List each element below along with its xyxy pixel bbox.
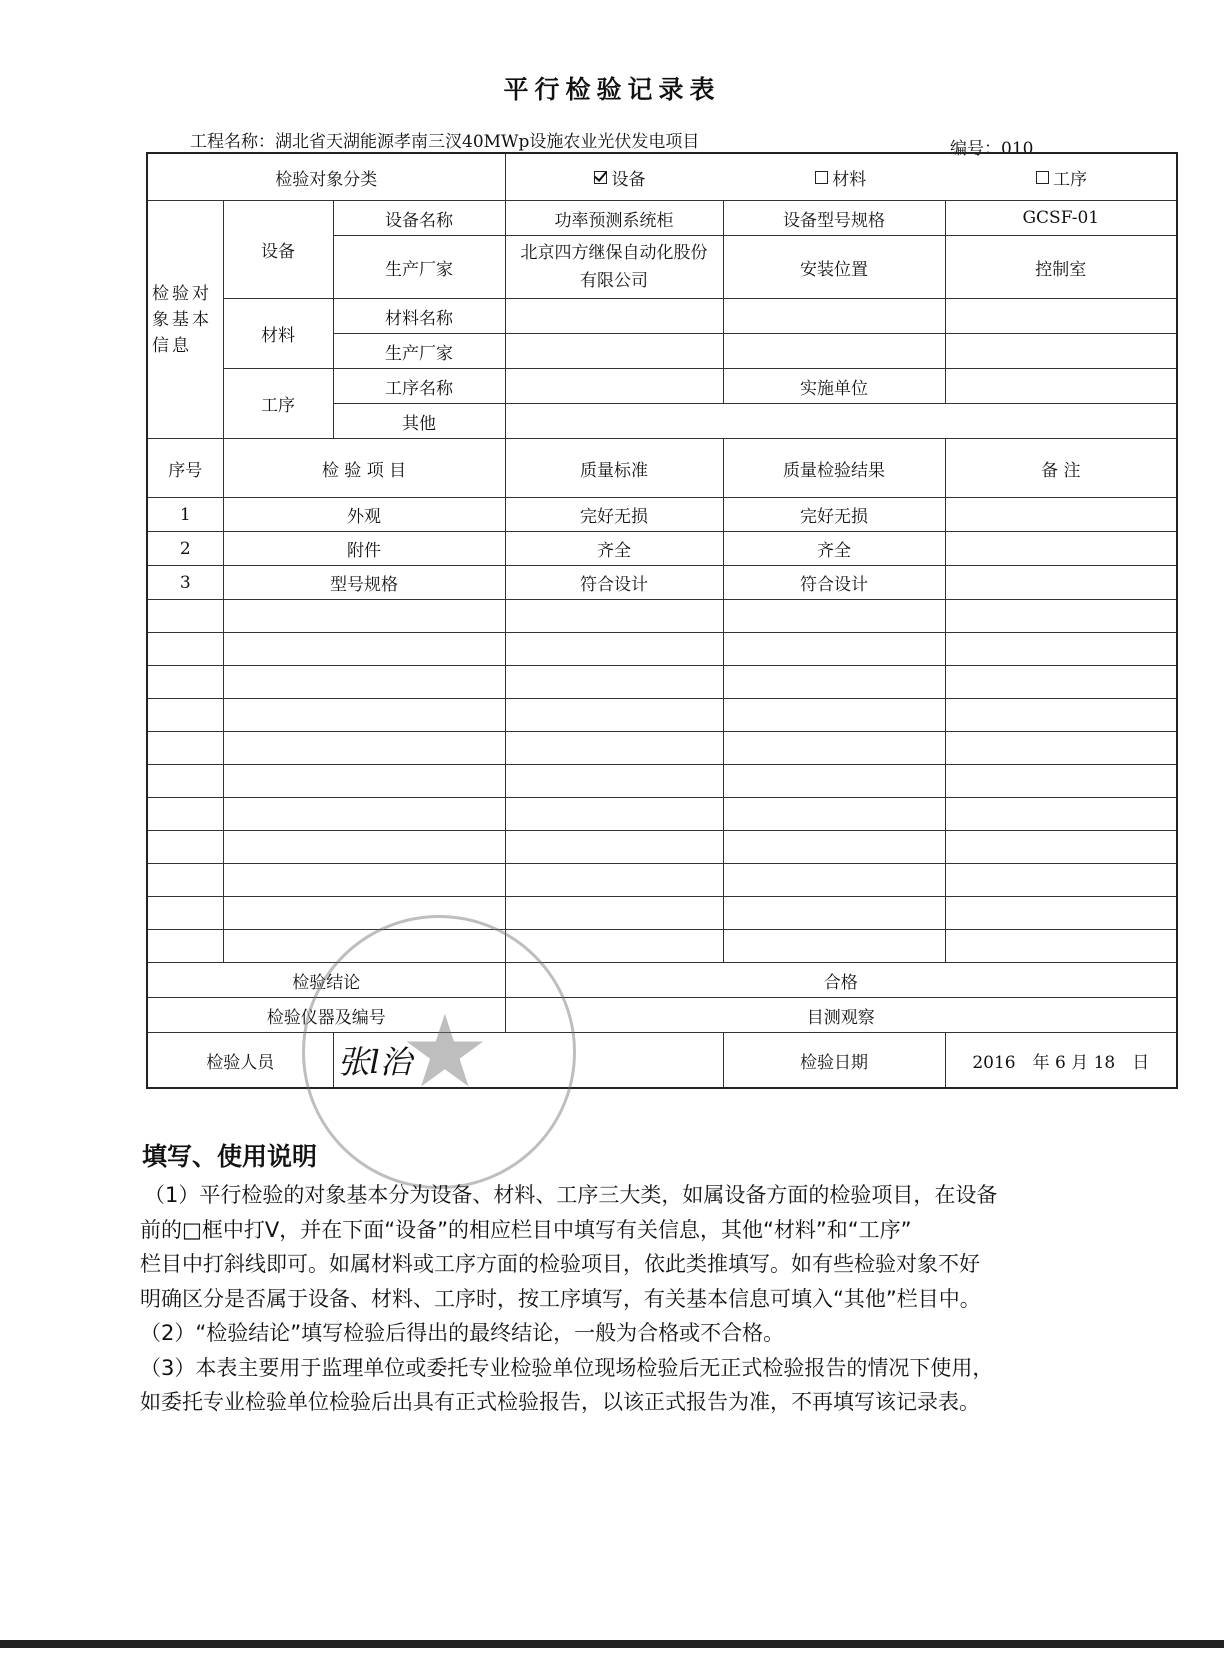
equipment-group-label: 设备 xyxy=(223,201,333,299)
empty-cell[interactable] xyxy=(723,666,945,699)
notes-line: 明确区分是否属于设备、材料、工序时，按工序填写，有关基本信息可填入“其他”栏目中。 xyxy=(140,1286,981,1311)
empty-cell[interactable] xyxy=(223,798,505,831)
material-maker-value[interactable] xyxy=(505,334,723,369)
col-no-header: 序号 xyxy=(147,439,223,498)
empty-cell[interactable] xyxy=(147,732,223,765)
empty-cell[interactable] xyxy=(945,765,1177,798)
empty-row xyxy=(147,600,1177,633)
empty-cell[interactable] xyxy=(723,831,945,864)
empty-cell[interactable] xyxy=(945,897,1177,930)
process-other-label: 其他 xyxy=(333,404,505,439)
empty-cell[interactable] xyxy=(147,930,223,963)
inspection-date-label: 检验日期 xyxy=(723,1033,945,1089)
item-name: 型号规格 xyxy=(223,566,505,600)
empty-cell[interactable] xyxy=(223,600,505,633)
conclusion-label: 检验结论 xyxy=(147,963,505,998)
empty-cell[interactable] xyxy=(505,666,723,699)
empty-cell[interactable] xyxy=(945,831,1177,864)
empty-cell[interactable] xyxy=(505,699,723,732)
item-result: 齐全 xyxy=(723,532,945,566)
empty-cell[interactable] xyxy=(723,600,945,633)
empty-cell[interactable] xyxy=(945,633,1177,666)
conclusion-value: 合格 xyxy=(505,963,1177,998)
col-result-header: 质量检验结果 xyxy=(723,439,945,498)
equipment-maker-label: 生产厂家 xyxy=(333,236,505,299)
form-number-label: 编号： xyxy=(950,139,1001,159)
option-material[interactable] xyxy=(815,165,866,190)
category-options xyxy=(505,153,1177,201)
option-equipment[interactable] xyxy=(594,165,645,190)
conclusion-row xyxy=(147,963,1177,998)
process-name-row xyxy=(147,369,1177,404)
empty-cell[interactable] xyxy=(723,930,945,963)
material-cell[interactable] xyxy=(723,299,945,334)
maker-line: 有限公司 xyxy=(580,271,649,291)
handwritten-signature: 张l治 xyxy=(337,1043,412,1081)
material-name-label: 材料名称 xyxy=(333,299,505,334)
star-icon: ★ xyxy=(400,993,490,1110)
empty-row xyxy=(147,666,1177,699)
empty-cell[interactable] xyxy=(147,831,223,864)
usage-notes xyxy=(140,1178,1100,1420)
empty-cell[interactable] xyxy=(147,864,223,897)
col-remark-header: 备 注 xyxy=(945,439,1177,498)
checkbox-checked-icon[interactable] xyxy=(594,171,607,184)
project-name-line xyxy=(190,127,699,152)
inspection-record-table xyxy=(146,152,1178,1089)
process-group-label: 工序 xyxy=(223,369,333,439)
equipment-model-label: 设备型号规格 xyxy=(723,201,945,236)
empty-cell[interactable] xyxy=(945,930,1177,963)
inspector-row xyxy=(147,1033,1177,1089)
equipment-model-value: GCSF-01 xyxy=(945,201,1177,236)
material-name-row xyxy=(147,299,1177,334)
empty-cell[interactable] xyxy=(223,732,505,765)
empty-cell[interactable] xyxy=(505,798,723,831)
equipment-name-value: 功率预测系统柜 xyxy=(505,201,723,236)
item-remark[interactable] xyxy=(945,498,1177,532)
empty-cell[interactable] xyxy=(723,798,945,831)
material-name-value[interactable] xyxy=(505,299,723,334)
basic-info-label: 检验对象基本信息 xyxy=(147,201,223,439)
notes-heading: 填写、使用说明 xyxy=(142,1142,318,1171)
empty-cell[interactable] xyxy=(223,864,505,897)
process-name-value[interactable] xyxy=(505,369,723,404)
empty-cell[interactable] xyxy=(223,699,505,732)
empty-cell[interactable] xyxy=(223,666,505,699)
material-cell[interactable] xyxy=(945,334,1177,369)
option-label: 设备 xyxy=(611,169,646,190)
empty-cell[interactable] xyxy=(147,633,223,666)
process-name-label: 工序名称 xyxy=(333,369,505,404)
empty-cell[interactable] xyxy=(505,600,723,633)
empty-cell[interactable] xyxy=(147,699,223,732)
notes-line: 栏目中打斜线即可。如属材料或工序方面的检验项目，依此类推填写。如有些检验对象不好 xyxy=(140,1252,980,1276)
empty-row xyxy=(147,732,1177,765)
empty-row xyxy=(147,930,1177,963)
empty-cell[interactable] xyxy=(723,699,945,732)
col-standard-header: 质量标准 xyxy=(505,439,723,498)
empty-cell[interactable] xyxy=(505,633,723,666)
equipment-maker-value xyxy=(505,236,723,299)
empty-cell[interactable] xyxy=(223,930,505,963)
checkbox-icon[interactable] xyxy=(815,171,828,184)
empty-row xyxy=(147,897,1177,930)
empty-cell[interactable] xyxy=(147,600,223,633)
material-maker-label: 生产厂家 xyxy=(333,334,505,369)
empty-cell[interactable] xyxy=(223,633,505,666)
implementing-unit-value[interactable] xyxy=(945,369,1177,404)
table-row xyxy=(147,566,1177,600)
empty-cell[interactable] xyxy=(505,864,723,897)
option-label: 工序 xyxy=(1053,169,1088,190)
item-remark[interactable] xyxy=(945,532,1177,566)
empty-cell[interactable] xyxy=(723,864,945,897)
empty-cell[interactable] xyxy=(945,699,1177,732)
item-name: 外观 xyxy=(223,498,505,532)
item-result: 符合设计 xyxy=(723,566,945,600)
option-label: 材料 xyxy=(832,169,867,190)
empty-row xyxy=(147,831,1177,864)
empty-cell[interactable] xyxy=(505,765,723,798)
empty-cell[interactable] xyxy=(505,930,723,963)
empty-cell[interactable] xyxy=(147,765,223,798)
empty-row xyxy=(147,798,1177,831)
item-standard: 完好无损 xyxy=(505,498,723,532)
category-row xyxy=(147,153,1177,201)
notes-line: （1）平行检验的对象基本分为设备、材料、工序三大类，如属设备方面的检验项目，在设备 xyxy=(144,1183,998,1207)
empty-cell[interactable] xyxy=(723,765,945,798)
inspector-label: 检验人员 xyxy=(147,1033,333,1089)
notes-line: （3）本表主要用于监理单位或委托专业检验单位现场检验后无正式检验报告的情况下使用， xyxy=(140,1355,994,1380)
empty-cell[interactable] xyxy=(945,798,1177,831)
category-label: 检验对象分类 xyxy=(147,153,505,201)
empty-cell[interactable] xyxy=(147,798,223,831)
empty-cell[interactable] xyxy=(505,732,723,765)
item-no: 1 xyxy=(147,498,223,532)
empty-cell[interactable] xyxy=(945,864,1177,897)
notes-line: 前的□框中打V，并在下面“设备”的相应栏目中填写有关信息，其他“材料”和“工序” xyxy=(140,1217,912,1242)
item-standard: 符合设计 xyxy=(505,566,723,600)
item-no: 2 xyxy=(147,532,223,566)
empty-row xyxy=(147,864,1177,897)
inspector-signature xyxy=(333,1033,723,1089)
install-location-label: 安装位置 xyxy=(723,236,945,299)
form-number: 010 xyxy=(1001,139,1034,159)
item-standard: 齐全 xyxy=(505,532,723,566)
empty-cell[interactable] xyxy=(223,765,505,798)
item-result: 完好无损 xyxy=(723,498,945,532)
option-process[interactable] xyxy=(1036,165,1087,190)
instrument-row xyxy=(147,998,1177,1033)
maker-line: 北京四方继保自动化股份 xyxy=(520,243,708,263)
empty-cell[interactable] xyxy=(945,666,1177,699)
equipment-name-row xyxy=(147,201,1177,236)
empty-cell[interactable] xyxy=(223,897,505,930)
empty-cell[interactable] xyxy=(723,732,945,765)
empty-cell[interactable] xyxy=(945,732,1177,765)
material-cell[interactable] xyxy=(723,334,945,369)
empty-cell[interactable] xyxy=(505,831,723,864)
process-other-value[interactable] xyxy=(505,404,1177,439)
empty-row xyxy=(147,699,1177,732)
empty-cell[interactable] xyxy=(147,897,223,930)
instrument-value: 目测观察 xyxy=(505,998,1177,1033)
implementing-unit-label: 实施单位 xyxy=(723,369,945,404)
empty-cell[interactable] xyxy=(147,666,223,699)
empty-cell[interactable] xyxy=(945,600,1177,633)
empty-row xyxy=(147,765,1177,798)
scan-bottom-edge xyxy=(0,1640,1224,1648)
project-name: 湖北省天湖能源孝南三汊40MWp设施农业光伏发电项目 xyxy=(275,132,700,152)
install-location-value: 控制室 xyxy=(945,236,1177,299)
empty-cell[interactable] xyxy=(223,831,505,864)
instrument-label: 检验仪器及编号 xyxy=(147,998,505,1033)
item-remark[interactable] xyxy=(945,566,1177,600)
project-name-label: 工程名称： xyxy=(190,132,275,152)
empty-row xyxy=(147,633,1177,666)
notes-line: 如委托专业检验单位检验后出具有正式检验报告，以该正式报告为准，不再填写该记录表。 xyxy=(140,1390,980,1414)
inspection-date-value: 2016 年 6 月 18 日 xyxy=(945,1033,1177,1089)
empty-cell[interactable] xyxy=(723,633,945,666)
form-title: 平行检验记录表 xyxy=(503,75,721,104)
table-row xyxy=(147,532,1177,566)
table-row xyxy=(147,498,1177,532)
equipment-name-label: 设备名称 xyxy=(333,201,505,236)
notes-line: （2）“检验结论”填写检验后得出的最终结论，一般为合格或不合格。 xyxy=(140,1321,785,1345)
item-no: 3 xyxy=(147,566,223,600)
material-group-label: 材料 xyxy=(223,299,333,369)
material-cell[interactable] xyxy=(945,299,1177,334)
empty-cell[interactable] xyxy=(723,897,945,930)
empty-cell[interactable] xyxy=(505,897,723,930)
col-item-header: 检 验 项 目 xyxy=(223,439,505,498)
items-header-row xyxy=(147,439,1177,498)
item-name: 附件 xyxy=(223,532,505,566)
checkbox-icon[interactable] xyxy=(1036,171,1049,184)
